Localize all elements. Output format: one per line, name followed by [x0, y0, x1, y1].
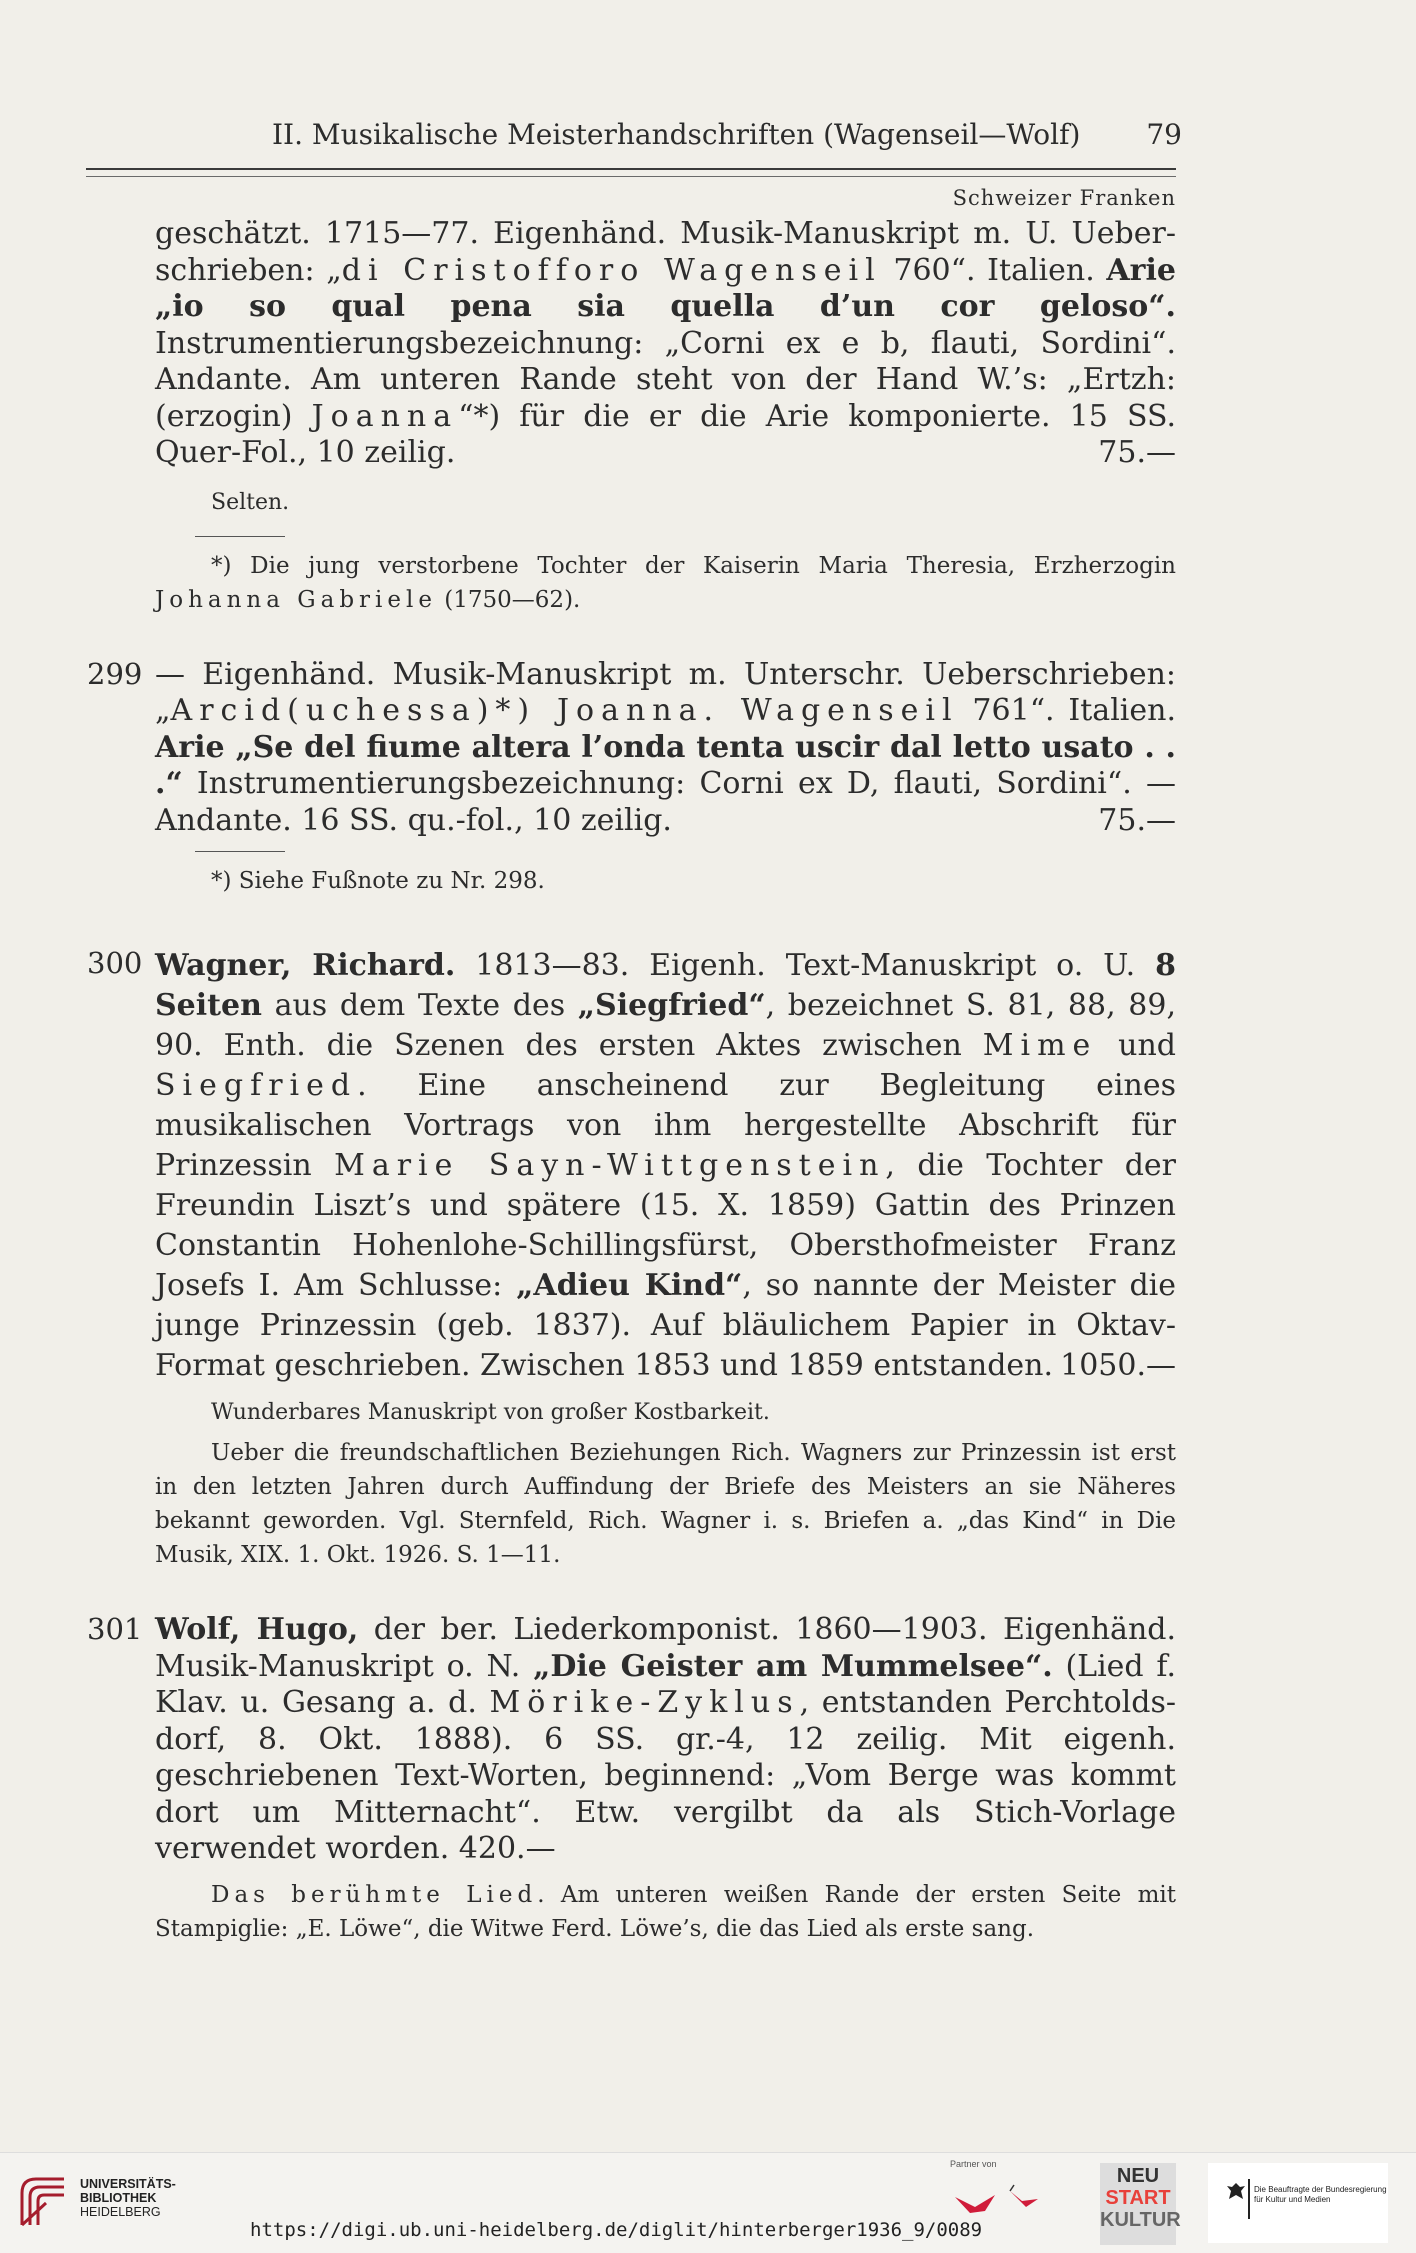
entry-text: geschätzt. 1715—77. Eigenhänd. Musik-Manuskript m. U. Ueberschrieben: „di Cristofforo Wagenseil 760“. Italien. Arie „io so qual pena sia quella d’un cor geloso“. Instrumentierungsbezeichnung: „Corni ex e b, flauti, Sordini“. Andante. Am unteren Rande steht von der Hand W.’s: „Ertzh:(erzogin) Joanna“*) für die er die Arie komponierte. 15 SS. Quer-Fol., 10 zeilig. 75.—: [155, 216, 1176, 470]
entry-300: [87, 946, 1177, 1572]
entry-number: 299: [87, 656, 143, 691]
footnote-rule: [195, 536, 285, 537]
price: 75.—: [1098, 802, 1176, 838]
entry-number: 301: [87, 1612, 143, 1646]
university-library-logo-icon: [14, 2173, 74, 2231]
page-number: 79: [1146, 118, 1182, 151]
footnote: *) Siehe Fußnote zu Nr. 298.: [211, 868, 545, 894]
entry-text: Wagner, Richard. 1813—83. Eigenh. Text-Manuskript o. U. 8 Seiten aus dem Texte des „Siegfried“, bezeichnet S. 81, 88, 89, 90. Enth. die Szenen des ersten Aktes zwischen Mime und Siegfried. Eine anscheinend zur Begleitung eines musikalischen Vortrags von ihm hergestellte Abschrift für Prinzessin Marie Sayn-Wittgenstein, die Tochter der Freundin Liszt’s und spätere (15. X. 1859) Gattin des Prinzen Constantin Hohenlohe-Schillingsfürst, Obersthofmeister Franz Josefs I. Am Schlusse: „Adieu Kind“, so nannte der Meister die junge Prinzessin (geb. 1837). Auf bläulichem Papier in Oktav-Format geschrieben. Zwischen 1853 und 1859 entstanden. 1050.—: [155, 946, 1176, 1386]
library-name: UNIVERSITÄTS- BIBLIOTHEK HEIDELBERG: [80, 2177, 176, 2219]
running-header: [272, 118, 1182, 158]
price: 75.—: [1098, 435, 1176, 470]
header-title: II. Musikalische Meisterhandschriften (Wagenseil—Wolf): [272, 118, 1081, 151]
currency-label: Schweizer Franken: [952, 186, 1176, 210]
header-rule-thin: [86, 176, 1176, 177]
note: Das berühmte Lied. Am unteren weißen Rande der ersten Seite mit Stampiglie: „E. Löwe“, die Witwe Ferd. Löwe’s, die das Lied als erste sang.: [155, 1881, 1176, 1942]
neustart-kultur-logo: NEU START KULTUR: [1100, 2163, 1176, 2245]
entry-298-continuation: [155, 216, 1176, 617]
federal-eagle-icon: [1226, 2181, 1246, 2205]
partner-label: Partner von: [950, 2159, 997, 2169]
price: 1050.—: [1060, 1348, 1176, 1383]
entry-text: Wolf, Hugo, der ber. Liederkomponist. 1860—1903. Eigenhänd. Musik-Manuskript o. N. „Die Geister am Mummelsee“. (Lied f. Klav. u. Gesang a. d. Mörike-Zyklus, entstanden Perchtoldsdorf, 8. Okt. 1888). 6 SS. gr.-4, 12 zeilig. Mit eigenh. geschriebenen Text-Worten, beginnend: „Vom Berge was kommt dort um Mitternacht“. Etw. vergilbt da als Stich-Vorlage verwendet worden. 420.—: [155, 1612, 1177, 1866]
entry-301: [87, 1612, 1177, 1946]
permalink-url[interactable]: https://digi.ub.uni-heidelberg.de/diglit/hinterberger1936_9/0089: [250, 2219, 983, 2241]
footer-bar: [0, 2152, 1416, 2253]
remark: Selten.: [211, 489, 290, 515]
page-body: [87, 216, 1177, 1946]
note: Ueber die freundschaftlichen Beziehungen Rich. Wagners zur Prinzessin ist erst in den letzten Jahren durch Auffindung der Briefe des Meisters an sie Näheres bekannt geworden. Vgl. Sternfeld, Rich. Wagner i. s. Briefen a. „das Kind“ in Die Musik, XIX. 1. Okt. 1926. S. 1—11.: [155, 1440, 1176, 1568]
header-rule: [86, 168, 1176, 170]
entry-299: [87, 656, 1176, 899]
ddb-logo-icon: [950, 2177, 1050, 2227]
federal-commissioner-logo: Die Beauftragte der Bundesregierung für Kultur und Medien: [1208, 2163, 1388, 2243]
entry-text: — Eigenhänd. Musik-Manuskript m. Unterschr. Ueberschrieben: „Arcid(uchessa)*) Joanna. Wagenseil 761“. Italien. Arie „Se del fiume altera l’onda tenta uscir dal letto usato . . .“ Instrumentierungsbezeichnung: Corni ex D, flauti, Sordini“. — Andante. 16 SS. qu.-fol., 10 zeilig. 75.—: [155, 656, 1176, 838]
remark: Wunderbares Manuskript von großer Kostbarkeit.: [211, 1400, 770, 1425]
entry-number: 300: [87, 946, 143, 980]
footnote: *) Die jung verstorbene Tochter der Kaiserin Maria Theresia, Erzherzogin Johanna Gabriele (1750—62).: [155, 552, 1176, 613]
footnote-rule: [195, 851, 285, 852]
